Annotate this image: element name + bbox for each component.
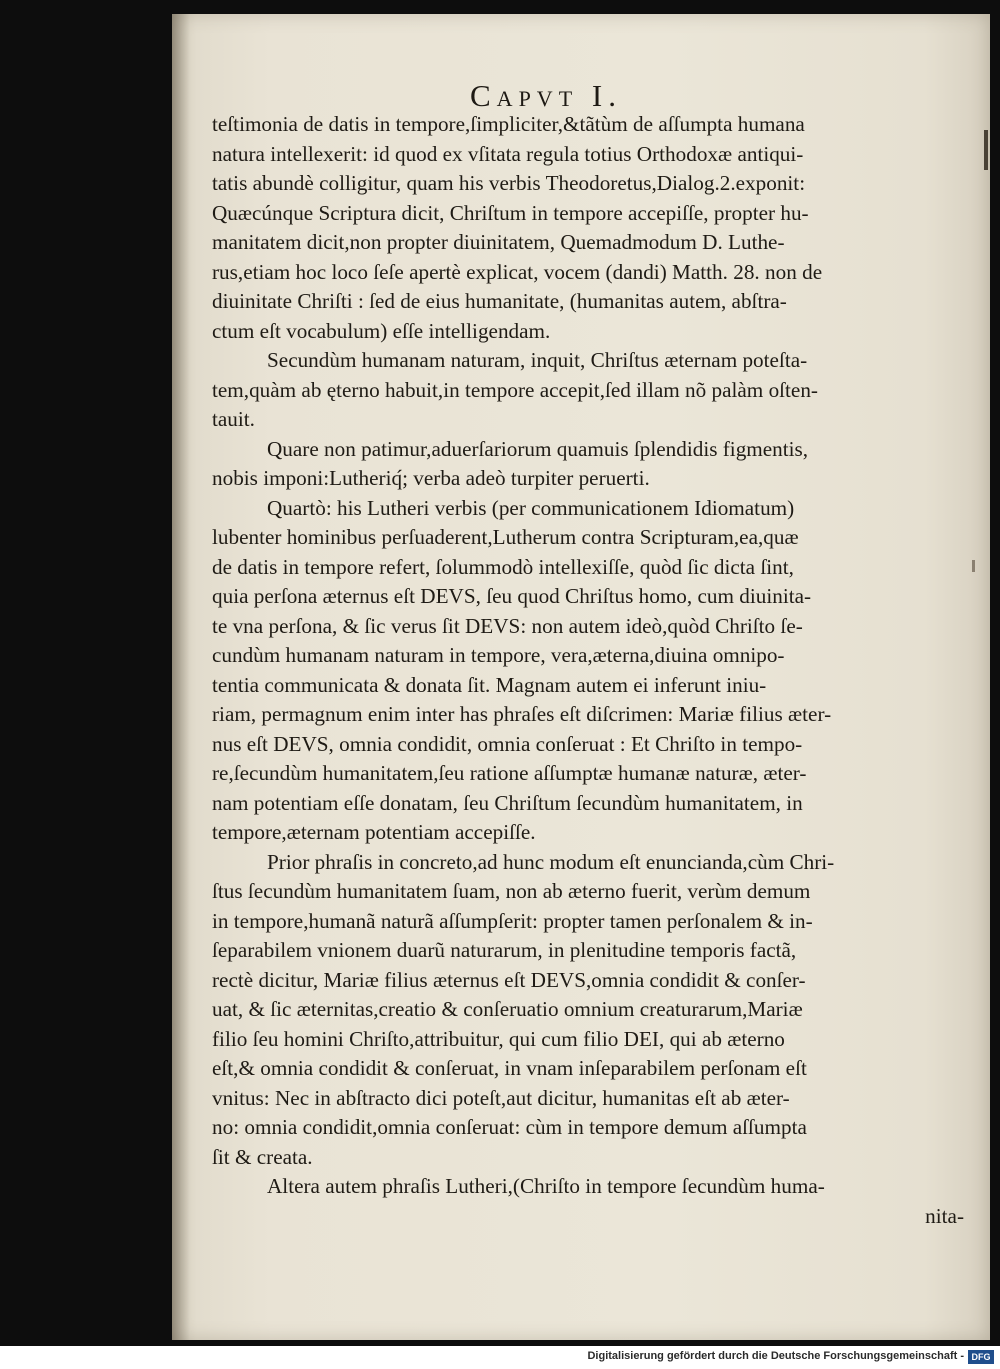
footer-bar (0, 1346, 1000, 1369)
text-line: rectè dicitur, Mariæ filius æternus eſt DEVS,omnia condidit & conſer- (212, 967, 806, 992)
page-edge-speck (972, 560, 975, 572)
text-line: cundùm humanam naturam in tempore, vera,æterna,diuina omnipo- (212, 643, 785, 667)
text-line: lubenter hominibus perſuaderent,Lutherum contra Scripturam,ea,quæ (212, 525, 799, 549)
running-head: Capvt I. (470, 78, 622, 113)
text-line: quia perſona æternus eſt DEVS, ſeu quod Chriſtus homo, cum diuinita- (212, 584, 812, 608)
text-line: riam, permagnum enim inter has phraſes eſt diſcrimen: Mariæ filius æter- (212, 702, 832, 726)
text-line: tentia communicata & donata ſit. Magnam autem ei inferunt iniu- (212, 672, 767, 697)
text-line: vnitus: Nec in abſtracto dici poteſt,aut dicitur, humanitas eſt ab æter- (212, 1085, 790, 1110)
page-gutter-shadow (172, 14, 190, 1340)
text-line: teſtimonia de datis in tempore,ſimpliciter,&tãtùm de aſſumpta humana (212, 112, 805, 136)
body-text (212, 110, 964, 1231)
text-line: Quæcúnque Scriptura dicit, Chriſtum in tempore accepiſſe, propter hu- (212, 200, 809, 225)
text-line: re,ſecundùm humanitatem,ſeu ratione aſſumptæ humanæ naturæ, æter- (212, 761, 807, 785)
text-line: Altera autem phraſis Lutheri,(Chriſto in tempore ſecundùm huma- (267, 1174, 825, 1198)
text-line: Quare non patimur,aduerſariorum quamuis ſplendidis figmentis, (267, 436, 809, 461)
text-line: tempore,æternam potentiam accepiſſe. (212, 820, 536, 844)
text-line: nus eſt DEVS, omnia condidit, omnia conſeruat : Et Chriſto in tempo- (212, 731, 803, 756)
text-line: ctum eſt vocabulum) eſſe intelligendam. (212, 318, 551, 343)
text-line: tatis abundè colligitur, quam his verbis Theodoretus,Dialog.2.exponit: (212, 171, 806, 195)
text-line: in tempore,humanã naturã aſſumpſerit: propter tamen perſonalem & in- (212, 908, 813, 933)
text-line: Quartò: his Lutheri verbis (per communicationem Idiomatum) (267, 495, 795, 520)
text-line: eſt,& omnia condidit & conſeruat, in vnam inſeparabilem perſonam eſt (212, 1056, 807, 1080)
text-line: nam potentiam eſſe donatam, ſeu Chriſtum ſecundùm humanitatem, in (212, 790, 803, 815)
text-line: ſit & creata. (212, 1144, 313, 1169)
text-line: manitatem dicit,non propter diuinitatem, Quemadmodum D. Luthe- (212, 230, 785, 254)
text-line: te vna perſona, & ſic verus ſit DEVS: non autem ideò,quòd Chriſto ſe- (212, 613, 803, 638)
footer-credit: Digitalisierung gefördert durch die Deutsche Forschungsgemeinschaft - (587, 1350, 964, 1362)
text-line: natura intellexerit: id quod ex vſitata regula totius Orthodoxæ antiqui- (212, 141, 804, 166)
text-line: nobis imponi:Lutheriq́; verba adeò turpiter peruerti. (212, 466, 650, 490)
text-line: rus,etiam hoc loco ſeſe apertè explicat, vocem (dandi) Matth. 28. non de (212, 259, 823, 284)
text-line: tem,quàm ab ęterno habuit,in tempore accepit,ſed illam nõ palàm oſten- (212, 377, 818, 402)
text-line: ſtus ſecundùm humanitatem ſuam, non ab æterno fuerit, verùm demum (212, 879, 811, 903)
text-line: uat, & ſic æternitas,creatio & conſeruatio omnium creaturarum,Mariæ (212, 997, 803, 1021)
text-line: diuinitate Chriſti : ſed de eius humanitate, (humanitas autem, abſtra- (212, 289, 787, 313)
text-line: Prior phraſis in concreto,ad hunc modum eſt enuncianda,cùm Chri- (267, 849, 835, 874)
dfg-logo: DFG (968, 1350, 994, 1364)
text-line: ſeparabilem vnionem duarũ naturarum, in plenitudine temporis factã, (212, 938, 797, 962)
text-line: no: omnia condidit,omnia conſeruat: cùm in tempore demum aſſumpta (212, 1115, 807, 1139)
text-line: Secundùm humanam naturam, inquit, Chriſtus æternam poteſta- (267, 348, 808, 372)
page-edge-mark (984, 130, 988, 170)
text-line: nita- (925, 1203, 964, 1228)
text-line: de datis in tempore refert, ſolummodò intellexiſſe, quòd ſic dicta ſint, (212, 554, 794, 579)
text-line: filio ſeu homini Chriſto,attribuitur, qui cum filio DEI, qui ab æterno (212, 1026, 785, 1051)
text-line: tauit. (212, 407, 255, 431)
